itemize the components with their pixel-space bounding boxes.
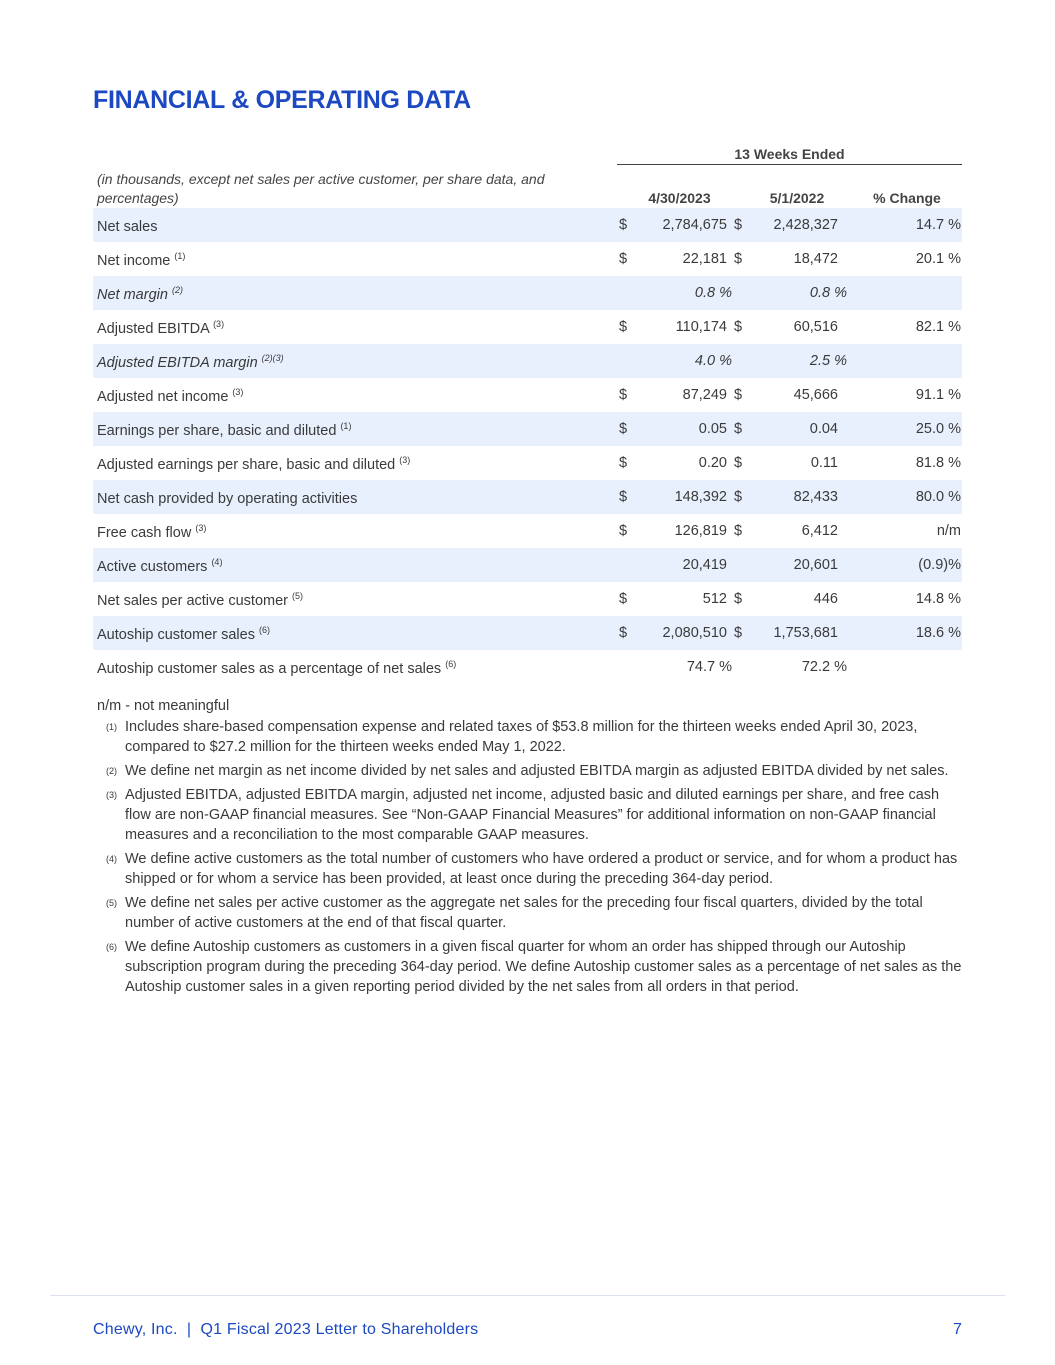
current-value: 20,419 [682, 557, 727, 573]
current-percent: 4.0 % [694, 353, 732, 369]
footnote-marker: (3) [106, 790, 117, 800]
currency-symbol: $ [619, 591, 628, 607]
row-label: Adjusted EBITDA [97, 321, 210, 337]
row-label: Autoship customer sales as a percentage of net sales [97, 661, 442, 677]
currency-symbol: $ [619, 625, 628, 641]
table-row [93, 242, 962, 276]
row-label: Adjusted net income [97, 389, 229, 405]
row-label: Adjusted EBITDA margin [97, 355, 258, 371]
footnotes [97, 697, 962, 1001]
currency-symbol: $ [619, 319, 628, 335]
table-row [93, 344, 962, 378]
table-row [93, 548, 962, 582]
footnote-ref: (3) [399, 455, 411, 465]
row-label: Active customers [97, 559, 208, 575]
current-value: 110,174 [675, 319, 727, 335]
row-label: Net sales [97, 219, 158, 235]
change-value: 18.6 % [915, 625, 961, 641]
prior-value: 60,516 [793, 319, 838, 335]
prior-value: 1,753,681 [773, 625, 838, 641]
currency-symbol: $ [734, 625, 743, 641]
table-row [93, 616, 962, 650]
footnote-ref: (6) [445, 659, 457, 669]
table-row [93, 582, 962, 616]
column-header-prior: 5/1/2022 [769, 190, 825, 206]
footnote-item [97, 849, 962, 889]
currency-symbol: $ [734, 455, 743, 471]
table-row [93, 514, 962, 548]
row-label: Net cash provided by operating activities [97, 491, 358, 507]
currency-symbol: $ [619, 455, 628, 471]
footnote-ref: (3) [232, 387, 244, 397]
currency-symbol: $ [734, 489, 743, 505]
prior-value: 20,601 [793, 557, 838, 573]
page-title: FINANCIAL & OPERATING DATA [93, 86, 471, 114]
footnote-item [97, 717, 962, 757]
table-row [93, 208, 962, 242]
prior-value: 2,428,327 [773, 217, 838, 233]
period-header: 13 Weeks Ended [617, 146, 962, 165]
change-value: 80.0 % [915, 489, 961, 505]
prior-value: 45,666 [793, 387, 838, 403]
current-value: 87,249 [682, 387, 727, 403]
footnote-ref: (6) [259, 625, 270, 635]
table-row [93, 446, 962, 480]
footnote-marker: (2) [106, 766, 117, 776]
footnote-marker: (5) [106, 898, 117, 908]
change-value: 25.0 % [915, 421, 961, 437]
table-row [93, 480, 962, 514]
current-percent: 74.7 % [686, 659, 732, 675]
currency-symbol: $ [734, 251, 743, 267]
currency-symbol: $ [734, 421, 743, 437]
row-label: Adjusted earnings per share, basic and diluted [97, 457, 396, 473]
row-label: Net margin [97, 287, 168, 303]
currency-symbol: $ [734, 523, 743, 539]
footnote-marker: (1) [106, 722, 117, 732]
table-row [93, 276, 962, 310]
footnote-text: We define active customers as the total number of customers who have ordered a product or service, and for whom a product has shipped or for whom a service has been provided, at least once during the preceding 364-day period. [125, 851, 958, 887]
footnote-marker: (6) [106, 942, 117, 952]
current-value: 126,819 [674, 523, 727, 539]
footnote-text: We define net sales per active customer as the aggregate net sales for the preceding four fiscal quarters, divided by the total number of active customers at the end of that fiscal quarter. [125, 895, 923, 931]
footnote-marker: (4) [106, 854, 117, 864]
footnote-text: Adjusted EBITDA, adjusted EBITDA margin, adjusted net income, adjusted basic and diluted earnings per share, and free cash flow are non-GAAP financial measures. See “Non-GAAP Financial Measures” for additional information on non-GAAP financial measures and a reconciliation to the most comparable GAAP measures. [125, 787, 940, 843]
change-value: 14.8 % [915, 591, 961, 607]
change-value: 82.1 % [915, 319, 961, 335]
row-label: Earnings per share, basic and diluted [97, 423, 337, 439]
footnote-item [97, 893, 962, 933]
footnote-text: We define net margin as net income divided by net sales and adjusted EBITDA margin as adjusted EBITDA divided by net sales. [125, 763, 949, 779]
table-row [93, 412, 962, 446]
prior-value: 0.04 [809, 421, 838, 437]
column-header-change: % Change [873, 190, 941, 206]
footnote-text: We define Autoship customers as customers in a given fiscal quarter for whom an order has shipped through our Autoship subscription program during the preceding 364-day period. We define Autoship customer sales as a percentage of net sales as the Autoship customer sales in a given reporting period divided by the net sales from all orders in that period. [125, 939, 962, 995]
footnote-ref: (3) [195, 523, 207, 533]
column-header-current: 4/30/2023 [648, 190, 711, 206]
row-label: Net income [97, 253, 171, 269]
prior-percent: 72.2 % [801, 659, 847, 675]
current-value: 0.20 [698, 455, 727, 471]
current-value: 148,392 [674, 489, 727, 505]
footnote-item [97, 761, 962, 781]
change-value: 81.8 % [915, 455, 961, 471]
currency-symbol: $ [734, 591, 743, 607]
prior-value: 82,433 [793, 489, 838, 505]
footnote-ref: (2) [171, 285, 183, 295]
currency-symbol: $ [619, 421, 628, 437]
row-label: Net sales per active customer [97, 593, 288, 609]
change-value: 91.1 % [915, 387, 961, 403]
row-label: Free cash flow [97, 525, 192, 541]
footnote-ref: (1) [340, 421, 352, 431]
current-value: 512 [702, 591, 727, 607]
footnote-ref: (2)(3) [261, 353, 284, 363]
financial-table [93, 208, 962, 684]
footnote-ref: (1) [174, 251, 186, 261]
nm-note: n/m - not meaningful [97, 698, 230, 714]
change-value: (0.9)% [918, 557, 961, 573]
footnote-item [97, 785, 962, 845]
currency-symbol: $ [619, 523, 628, 539]
prior-percent: 0.8 % [809, 285, 847, 301]
prior-value: 446 [813, 591, 838, 607]
footnote-ref: (3) [213, 319, 225, 329]
currency-symbol: $ [734, 217, 743, 233]
currency-symbol: $ [619, 217, 628, 233]
current-value: 2,784,675 [662, 217, 727, 233]
current-percent: 0.8 % [694, 285, 732, 301]
prior-percent: 2.5 % [809, 353, 847, 369]
page-number: 7 [953, 1321, 962, 1338]
row-label: Autoship customer sales [97, 627, 255, 643]
table-row [93, 378, 962, 412]
footnote-text: Includes share-based compensation expense and related taxes of $53.8 million for the thirteen weeks ended April 30, 2023, compared to $27.2 million for the thirteen weeks ended May 1, 2022. [125, 719, 918, 755]
footnote-item [97, 937, 962, 997]
prior-value: 0.11 [810, 455, 838, 471]
currency-symbol: $ [734, 319, 743, 335]
table-row [93, 650, 962, 684]
current-value: 2,080,510 [662, 625, 727, 641]
currency-symbol: $ [734, 387, 743, 403]
currency-symbol: $ [619, 251, 628, 267]
footnote-ref: (4) [211, 557, 223, 567]
current-value: 22,181 [682, 251, 727, 267]
footer-divider [50, 1295, 1005, 1296]
currency-symbol: $ [619, 387, 628, 403]
footnote-ref: (5) [292, 591, 304, 601]
table-row [93, 310, 962, 344]
currency-symbol: $ [619, 489, 628, 505]
footer-text: Chewy, Inc. | Q1 Fiscal 2023 Letter to Shareholders [93, 1321, 479, 1338]
current-value: 0.05 [698, 421, 727, 437]
prior-value: 6,412 [801, 523, 838, 539]
change-value: n/m [936, 523, 961, 539]
change-value: 14.7 % [915, 217, 961, 233]
prior-value: 18,472 [793, 251, 838, 267]
change-value: 20.1 % [915, 251, 961, 267]
units-note: (in thousands, except net sales per active customer, per share data, and percentages) [97, 171, 545, 206]
